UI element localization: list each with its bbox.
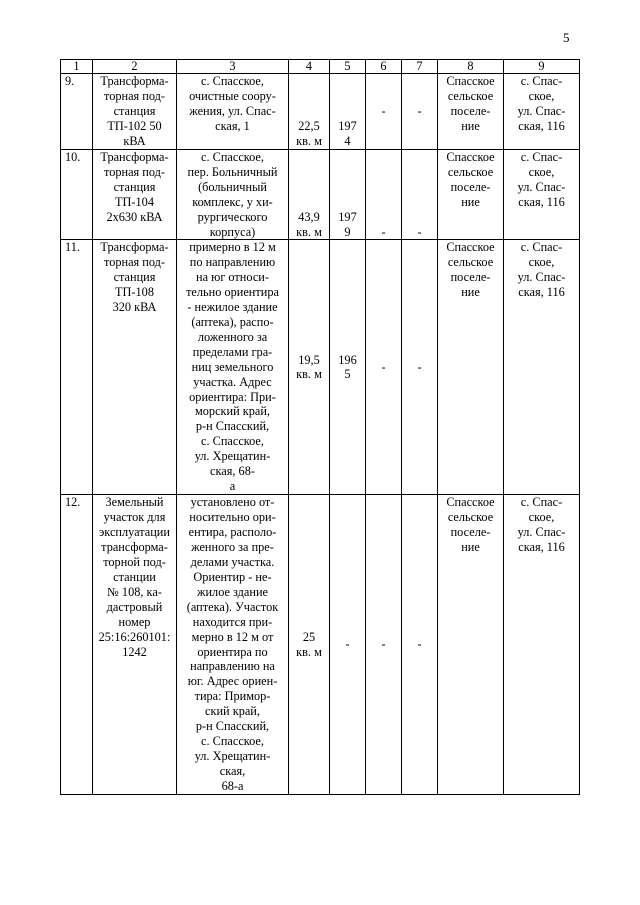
column-header: 5: [330, 60, 366, 74]
object-address: с. Спасское, очистные соору- жения, ул. Спас- ская, 1: [177, 74, 289, 150]
column-6-value: -: [366, 495, 402, 794]
column-6-value: -: [366, 74, 402, 150]
table-row: [61, 495, 580, 794]
settlement-name: Спасское сельское поселе- ние: [438, 495, 504, 794]
holder-address: с. Спас- ское, ул. Спас- ская, 116: [504, 495, 580, 794]
construction-year: 197 9: [330, 150, 366, 240]
column-header: 3: [177, 60, 289, 74]
column-7-value: -: [402, 74, 438, 150]
object-area: 43,9 кв. м: [289, 150, 330, 240]
settlement-name: Спасское сельское поселе- ние: [438, 74, 504, 150]
column-header: 6: [366, 60, 402, 74]
object-name: Земельный участок для эксплуатации трансформа- торной под- станции № 108, ка- дастровый номер 25:16:260101: 1242: [93, 495, 177, 794]
column-7-value: -: [402, 240, 438, 495]
column-7-value: -: [402, 150, 438, 240]
table-header-row: [61, 60, 580, 74]
construction-year: 197 4: [330, 74, 366, 150]
column-header: 8: [438, 60, 504, 74]
object-area: 19,5 кв. м: [289, 240, 330, 495]
settlement-name: Спасское сельское поселе- ние: [438, 240, 504, 495]
construction-year: 196 5: [330, 240, 366, 495]
construction-year: -: [330, 495, 366, 794]
column-header: 1: [61, 60, 93, 74]
row-number: 11.: [61, 240, 93, 495]
settlement-name: Спасское сельское поселе- ние: [438, 150, 504, 240]
object-area: 25 кв. м: [289, 495, 330, 794]
column-header: 2: [93, 60, 177, 74]
object-name: Трансформа- торная под- станция ТП-102 50 кВА: [93, 74, 177, 150]
row-number: 10.: [61, 150, 93, 240]
object-name: Трансформа- торная под- станция ТП-108 320 кВА: [93, 240, 177, 495]
object-address: установлено от- носительно ори- ентира, располо- женного за пре- делами участка. Ориентир - не- жилое здание (аптека). Участок находится при- мерно в 12 м от ориентира по направлению на юг. Адрес ориен- тира: Примор- ский край, р-н Спасский, с. Спасское, ул. Хрещатин- ская, 68-а: [177, 495, 289, 794]
column-6-value: -: [366, 240, 402, 495]
holder-address: с. Спас- ское, ул. Спас- ская, 116: [504, 150, 580, 240]
property-registry-table: [60, 59, 580, 795]
row-number: 12.: [61, 495, 93, 794]
column-6-value: -: [366, 150, 402, 240]
page-number: 5: [563, 30, 570, 45]
table-row: [61, 74, 580, 150]
object-address: с. Спасское, пер. Больничный (больничный комплекс, у хи- рургического корпуса): [177, 150, 289, 240]
object-name: Трансформа- торная под- станция ТП-104 2х630 кВА: [93, 150, 177, 240]
holder-address: с. Спас- ское, ул. Спас- ская, 116: [504, 74, 580, 150]
object-area: 22,5 кв. м: [289, 74, 330, 150]
table-row: [61, 150, 580, 240]
object-address: примерно в 12 м по направлению на юг относи- тельно ориентира - нежилое здание (аптека), распо- ложенного за пределами гра- ниц земельного участка. Адрес ориентира: При- морский край, р-н Спасский, с. Спасское, ул. Хрещатин- ская, 68- а: [177, 240, 289, 495]
table-row: [61, 240, 580, 495]
column-header: 9: [504, 60, 580, 74]
row-number: 9.: [61, 74, 93, 150]
column-header: 4: [289, 60, 330, 74]
column-7-value: -: [402, 495, 438, 794]
column-header: 7: [402, 60, 438, 74]
holder-address: с. Спас- ское, ул. Спас- ская, 116: [504, 240, 580, 495]
